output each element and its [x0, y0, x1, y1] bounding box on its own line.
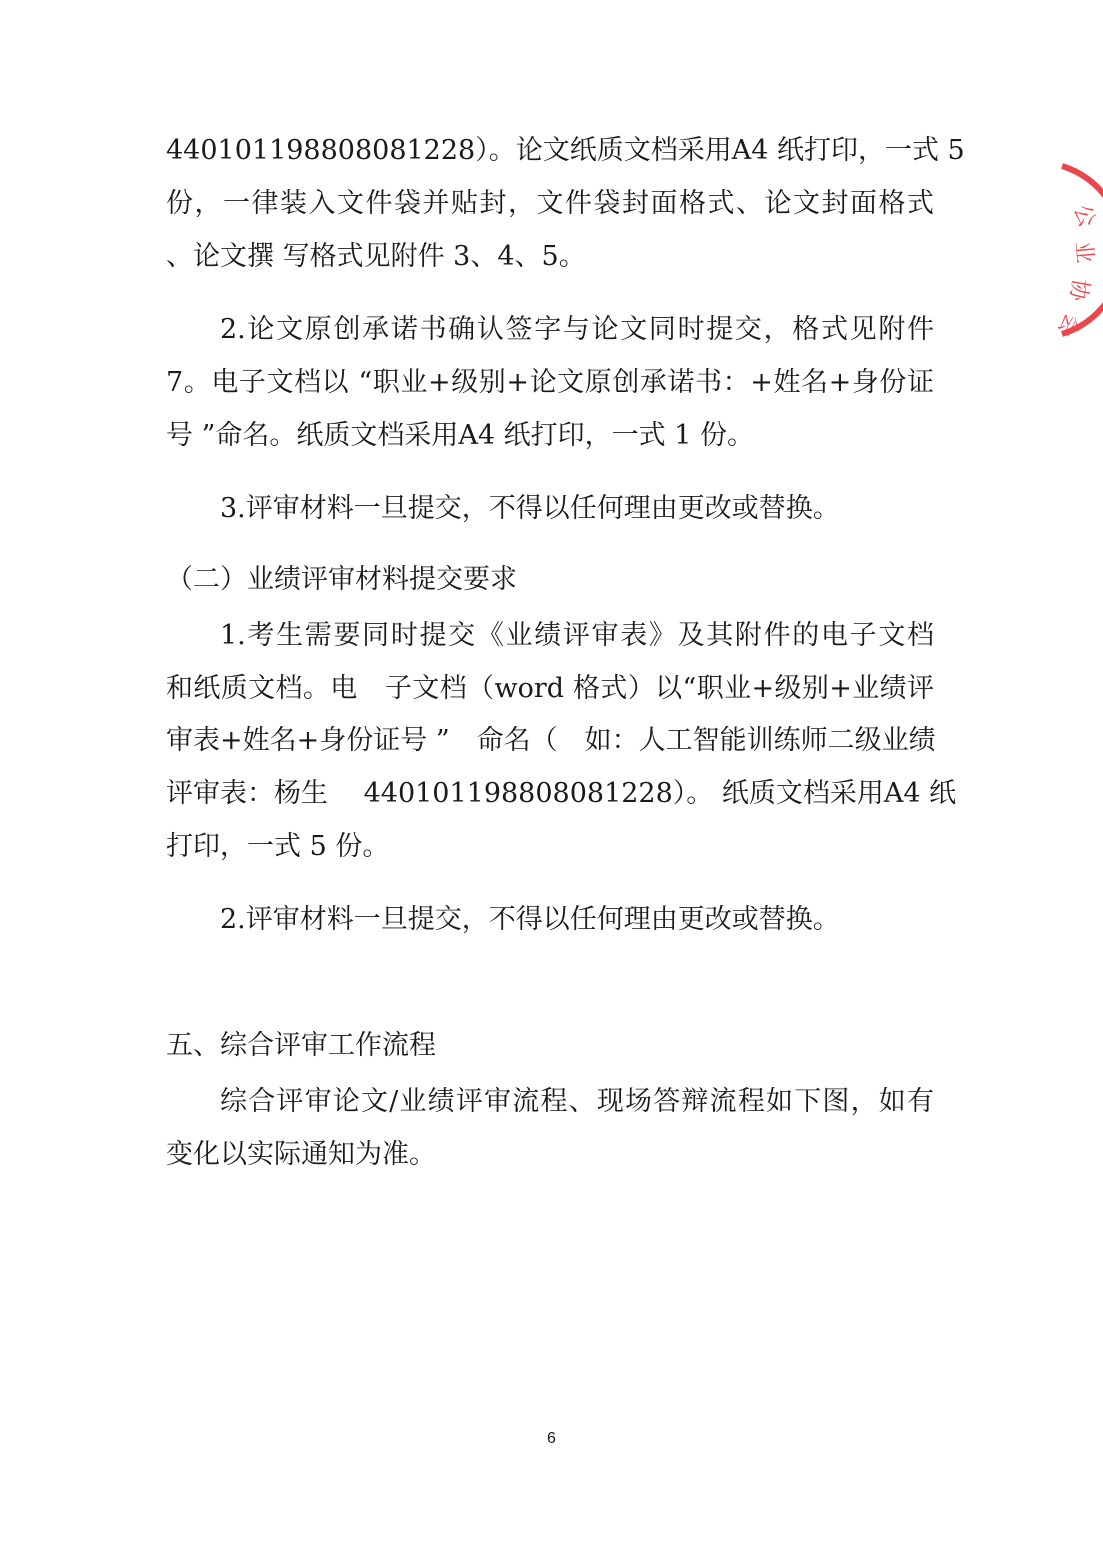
paragraph-line: 1.考生需要同时提交《业绩评审表》及其附件的电子文档 — [220, 620, 934, 651]
paragraph-line: 打印，一式 5 份。 — [166, 831, 390, 862]
paragraph-line: 2.评审材料一旦提交，不得以任何理由更改或替换。 — [220, 904, 840, 935]
paragraph-line: 2.论文原创承诺书确认签字与论文同时提交，格式见附件 — [220, 314, 934, 345]
paragraph-line: 7。电子文档以 “职业+级别+论文原创承诺书：+姓名+身份证 — [166, 367, 934, 398]
paragraph-line: 、论文撰 写格式见附件 3、4、5。 — [166, 241, 586, 272]
paragraph-line: 综合评审论文/业绩评审流程、现场答辩流程如下图，如有 — [220, 1086, 934, 1117]
seal-glyph: 业 — [1070, 240, 1097, 265]
seal-glyph: 公 — [1068, 201, 1100, 231]
seal-glyph: 协 — [1064, 276, 1093, 303]
seal-glyph: 会 — [1052, 309, 1085, 340]
section-heading: 五、综合评审工作流程 — [166, 1030, 436, 1061]
paragraph-line: 3.评审材料一旦提交，不得以任何理由更改或替换。 — [220, 493, 840, 524]
paragraph-line: 审表+姓名+身份证号 ” 命名（ 如：人工智能训练师二级业绩 — [166, 725, 936, 756]
paragraph-line: 变化以实际通知为准。 — [166, 1139, 436, 1170]
subsection-heading: （二）业绩评审材料提交要求 — [166, 564, 517, 595]
paragraph-line: 440101198808081228）。论文纸质文档采用A4 纸打印，一式 5 — [166, 135, 965, 166]
page-number: 6 — [547, 1430, 556, 1447]
paragraph-line: 份，一律装入文件袋并贴封，文件袋封面格式、论文封面格式 — [166, 188, 934, 219]
paragraph-line: 评审表：杨生 440101198808081228）。 纸质文档采用A4 纸 — [166, 778, 957, 809]
paragraph-line: 号 ”命名。纸质文档采用A4 纸打印，一式 1 份。 — [166, 420, 754, 451]
official-seal-stamp — [1040, 160, 1103, 340]
paragraph-line: 和纸质文档。电 子文档（word 格式）以“职业+级别+业绩评 — [166, 673, 934, 704]
